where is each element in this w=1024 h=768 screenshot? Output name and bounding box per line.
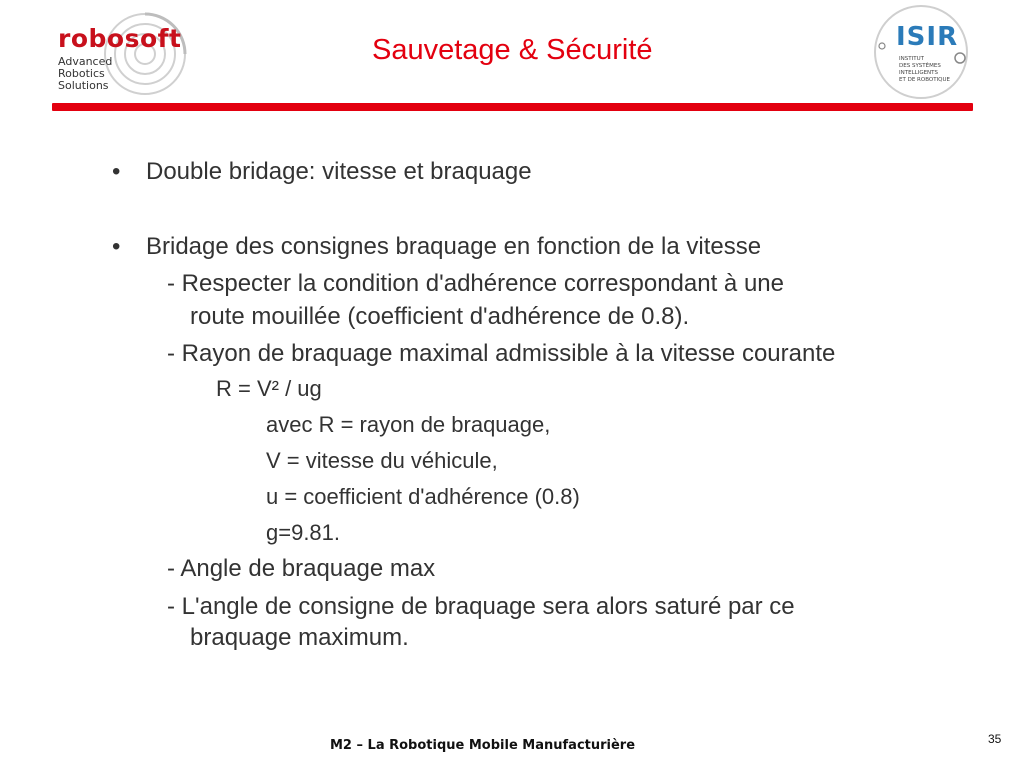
bullet-marker: • (112, 158, 121, 185)
robosoft-logo (50, 8, 200, 100)
sub-point-continuation: braquage maximum. (190, 624, 409, 651)
definition-text: avec R = rayon de braquage, (266, 412, 551, 437)
page-number: 35 (988, 732, 1002, 746)
definition-text: V = vitesse du véhicule, (266, 448, 498, 473)
isir-tagline-line: DES SYSTÈMES (899, 63, 941, 69)
bullet-marker: • (112, 233, 121, 260)
bullet-text: Double bridage: vitesse et braquage (146, 158, 532, 185)
isir-tagline-line: INSTITUT (899, 56, 924, 62)
sub-point-text: - Angle de braquage max (167, 555, 436, 582)
isir-logo (868, 2, 974, 102)
bullet-text: Bridage des consignes braquage en fonction de la vitesse (146, 233, 762, 260)
isir-tagline-line: ET DE ROBOTIQUE (899, 77, 951, 83)
sub-point-text: - L'angle de consigne de braquage sera alors saturé par ce (167, 593, 795, 620)
isir-tagline (899, 56, 969, 84)
definition-text: u = coefficient d'adhérence (0.8) (266, 484, 580, 509)
definition-text: g=9.81. (266, 520, 341, 545)
slide-title: Sauvetage & Sécurité (372, 34, 653, 66)
sub-point-text: - Rayon de braquage maximal admissible à la vitesse courante (167, 340, 836, 367)
brand-tagline-line: Robotics (58, 67, 105, 80)
sub-point-continuation: route mouillée (coefficient d'adhérence de 0.8). (190, 303, 690, 330)
brand-name: robosoft (58, 24, 182, 53)
isir-circle-icon (868, 2, 974, 102)
sub-point-text: - Respecter la condition d'adhérence correspondant à une (167, 270, 784, 297)
isir-tagline-line: INTELLIGENTS (899, 70, 939, 76)
brand-tagline-line: Solutions (58, 79, 109, 92)
brand-tagline-line: Advanced (58, 55, 113, 68)
footer-course-title: M2 – La Robotique Mobile Manufacturière (330, 738, 636, 753)
brand-tagline (58, 56, 168, 92)
isir-wordmark: ISIR (896, 22, 959, 52)
formula-text: R = V² / ug (216, 376, 322, 401)
header-divider (52, 103, 973, 111)
